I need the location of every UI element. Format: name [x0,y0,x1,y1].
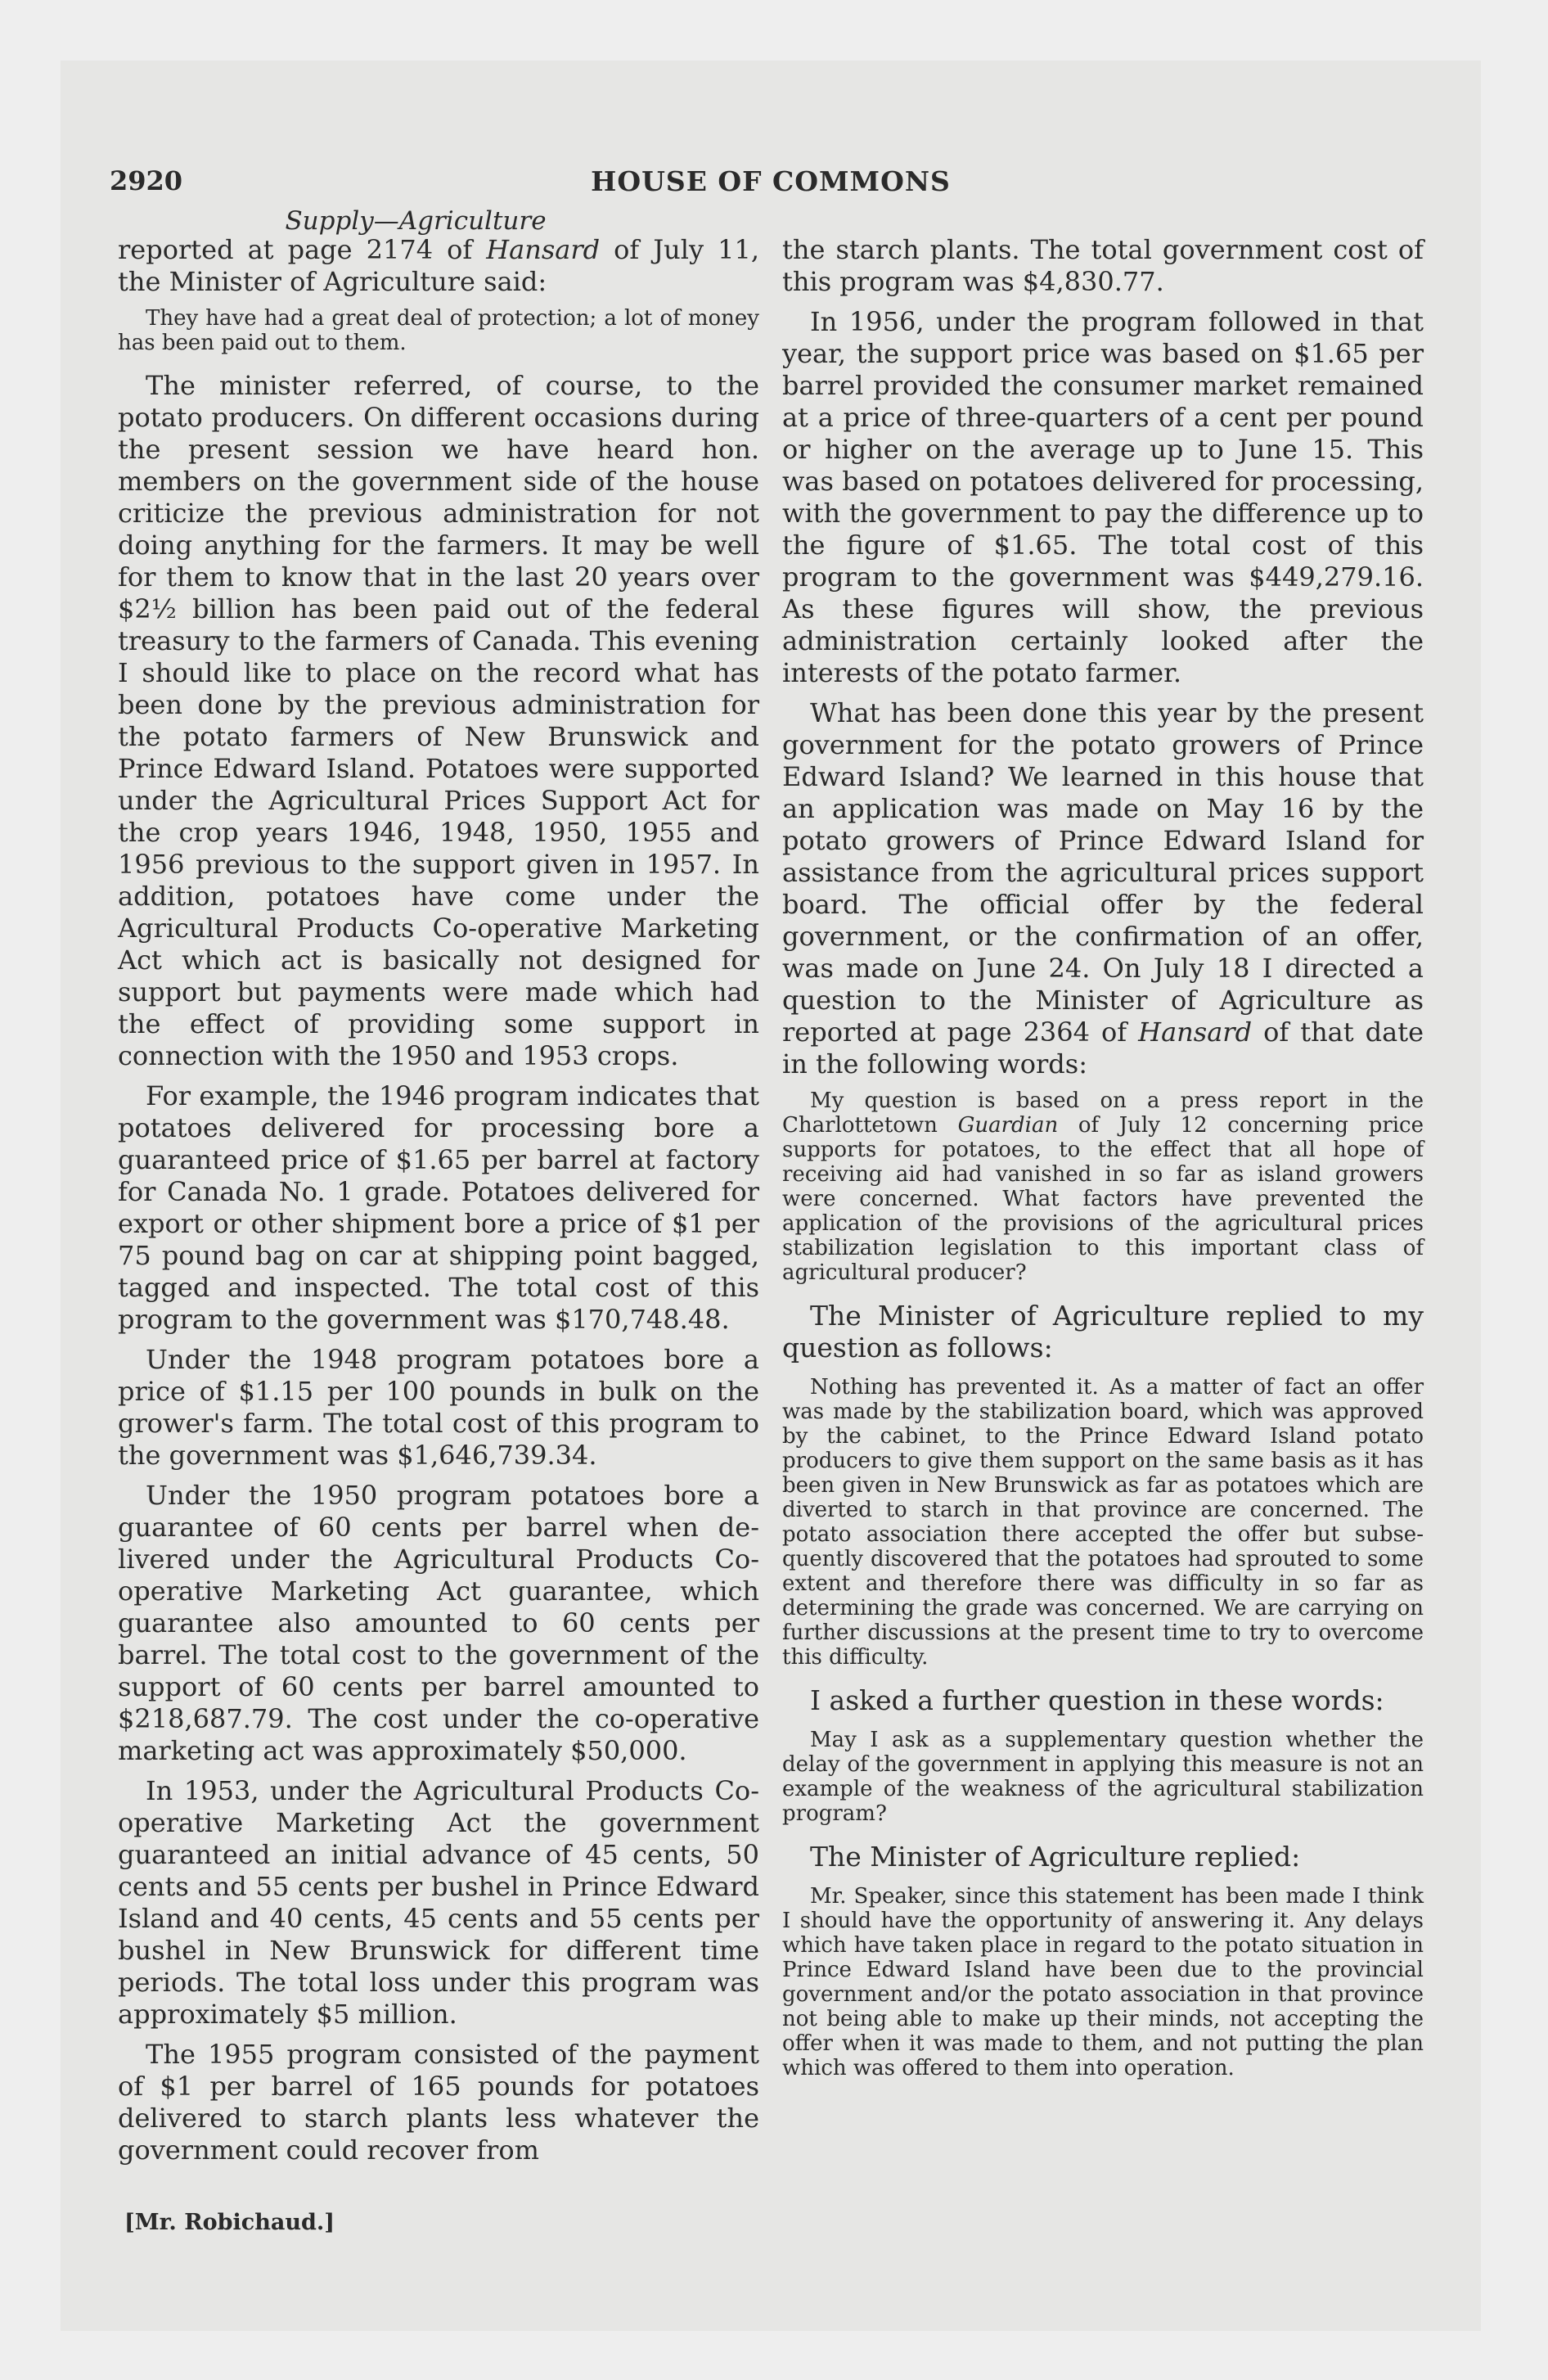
left-column [118,234,759,2175]
speaker-footer: [Mr. Robichaud.] [124,2210,335,2235]
paragraph: In 1953, under the Agricultural Products Co-operative Marketing Act the government guaranteed an initial advance of 45 cents, 50 cents and 55 cents per bushel in Prince Edward Island and 40 cents, 45 cents and 55 cents per bushel in New Brunswick for different time periods. The total loss under this program was approximately $5 million. [118,1775,759,2030]
paragraph: In 1956, under the program followed in that year, the support price was based on $1.65 per barrel provided the consumer market remained at a price of three-quarters of a cent per pound or higher on the average up to June 15. This was based on potatoes delivered for processing, with the government to pay the difference up to the figure of $1.65. The total cost of this program to the government was $449,279.16. As these figures will show, the previous administration certainly looked after the interests of the potato farmer. [782,306,1424,688]
document-page [61,61,1481,2331]
italic-text: Hansard [486,234,601,265]
italic-text: Guardian [957,1113,1059,1138]
page-number: 2920 [110,165,183,196]
quoted-passage: Mr. Speaker, since this statement has been made I think I should have the opportunity of answering it. Any delays which have taken place in regard to the potato situation in Prince Edward Island have been due to the provincial government and/or the potato association in that province not being able to make up their minds, not accepting the offer when it was made to them, and not putting the plan which was offered to them into operation. [782,1884,1424,2080]
section-title: Supply—Agriculture [285,206,547,236]
italic-text: Hansard [1138,1016,1253,1048]
page-title: HOUSE OF COMMONS [591,165,951,197]
paragraph: The 1955 program consisted of the payment of $1 per barrel of 165 pounds for potatoes delivered to starch plants less whatever the government could recover from [118,2039,759,2166]
right-column [782,234,1424,2095]
paragraph: the starch plants. The total government cost of this program was $4,830.77. [782,234,1424,297]
paragraph: What has been done this year by the present government for the potato growers of Prince Edward Island? We learned in this house that an application was made on May 16 by the potato growers of Prince Edward Island for assistance from the agricultural prices support board. The official offer by the federal government, or the confirmation of an offer, was made on June 24. On July 18 I directed a question to the Minister of Agriculture as reported at page 2364 of Hansard of that date in the following words: [782,697,1424,1080]
paragraph: I asked a further question in these words: [810,1684,1384,1716]
quoted-passage: May I ask as a supplementary question whether the delay of the government in applying this measure is not an example of the weakness of the agricultural stabilization program? [782,1728,1424,1826]
paragraph: The Minister of Agriculture replied: [810,1841,1301,1873]
paragraph: For example, the 1946 program indicates that potatoes delivered for processing bore a guaranteed price of $1.65 per barrel at factory for Canada No. 1 grade. Potatoes delivered for export or other shipment bore a price of $1 per 75 pound bag on car at shipping point bagged, tagged and inspected. The total cost of this program to the government was $170,748.48. [118,1080,759,1335]
paragraph: Under the 1950 program potatoes bore a guarantee of 60 cents per barrel when delivered under the Agricultural Products Co-operative Marketing Act guarantee, which guarantee also amounted to 60 cents per barrel. The total cost to the government of the support of 60 cents per barrel amounted to $218,687.79. The cost under the co-operative marketing act was approximately $50,000. [118,1480,759,1766]
quoted-passage: Nothing has prevented it. As a matter of fact an offer was made by the stabilization board, which was approved by the cabinet, to the Prince Edward Island potato producers to give them support on the same basis as it has been given in New Brunswick as far as potatoes which are diverted to starch in that province are concerned. The potato association there accepted the offer but subsequently discovered that the potatoes had sprouted to some extent and therefore there was difficulty in so far as determining the grade was concerned. We are carrying on further discussions at the present time to try to overcome this difficulty. [782,1375,1424,1670]
quoted-passage: My question is based on a press report in the Charlottetown Guardian of July 12 concerning price supports for potatoes, to the effect that all hope of receiving aid had vanished in so far as island growers were concerned. What factors have prevented the application of the provisions of the agricultural prices stabilization legislation to this important class of agricultural producer? [782,1089,1424,1285]
paragraph: Under the 1948 program potatoes bore a price of $1.15 per 100 pounds in bulk on the grower's farm. The total cost of this program to the government was $1,646,739.34. [118,1344,759,1471]
paragraph: reported at page 2174 of Hansard of July 11, the Minister of Agriculture said: [118,234,760,297]
paragraph: The minister referred, of course, to the potato producers. On different occasions during the present session we have heard hon. members on the government side of the house criticize the previous administration for not doing anything for the farmers. It may be well for them to know that in the last 20 years over $2½ billion has been paid out of the federal treasury to the farmers of Canada. This evening I should like to place on the record what has been done by the previous administration for the potato farmers of New Brunswick and Prince Edward Island. Potatoes were supported under the Agricultural Prices Support Act for the crop years 1946, 1948, 1950, 1955 and 1956 previous to the support given in 1957. In addition, potatoes have come under the Agricultural Products Co-operative Marketing Act which act is basically not designed for support but payments were made which had the effect of providing some support in connection with the 1950 and 1953 crops. [118,370,759,1071]
paragraph: The Minister of Agriculture replied to my question as follows: [782,1300,1424,1364]
quoted-passage: They have had a great deal of protection; a lot of money has been paid out to them. [118,306,759,355]
